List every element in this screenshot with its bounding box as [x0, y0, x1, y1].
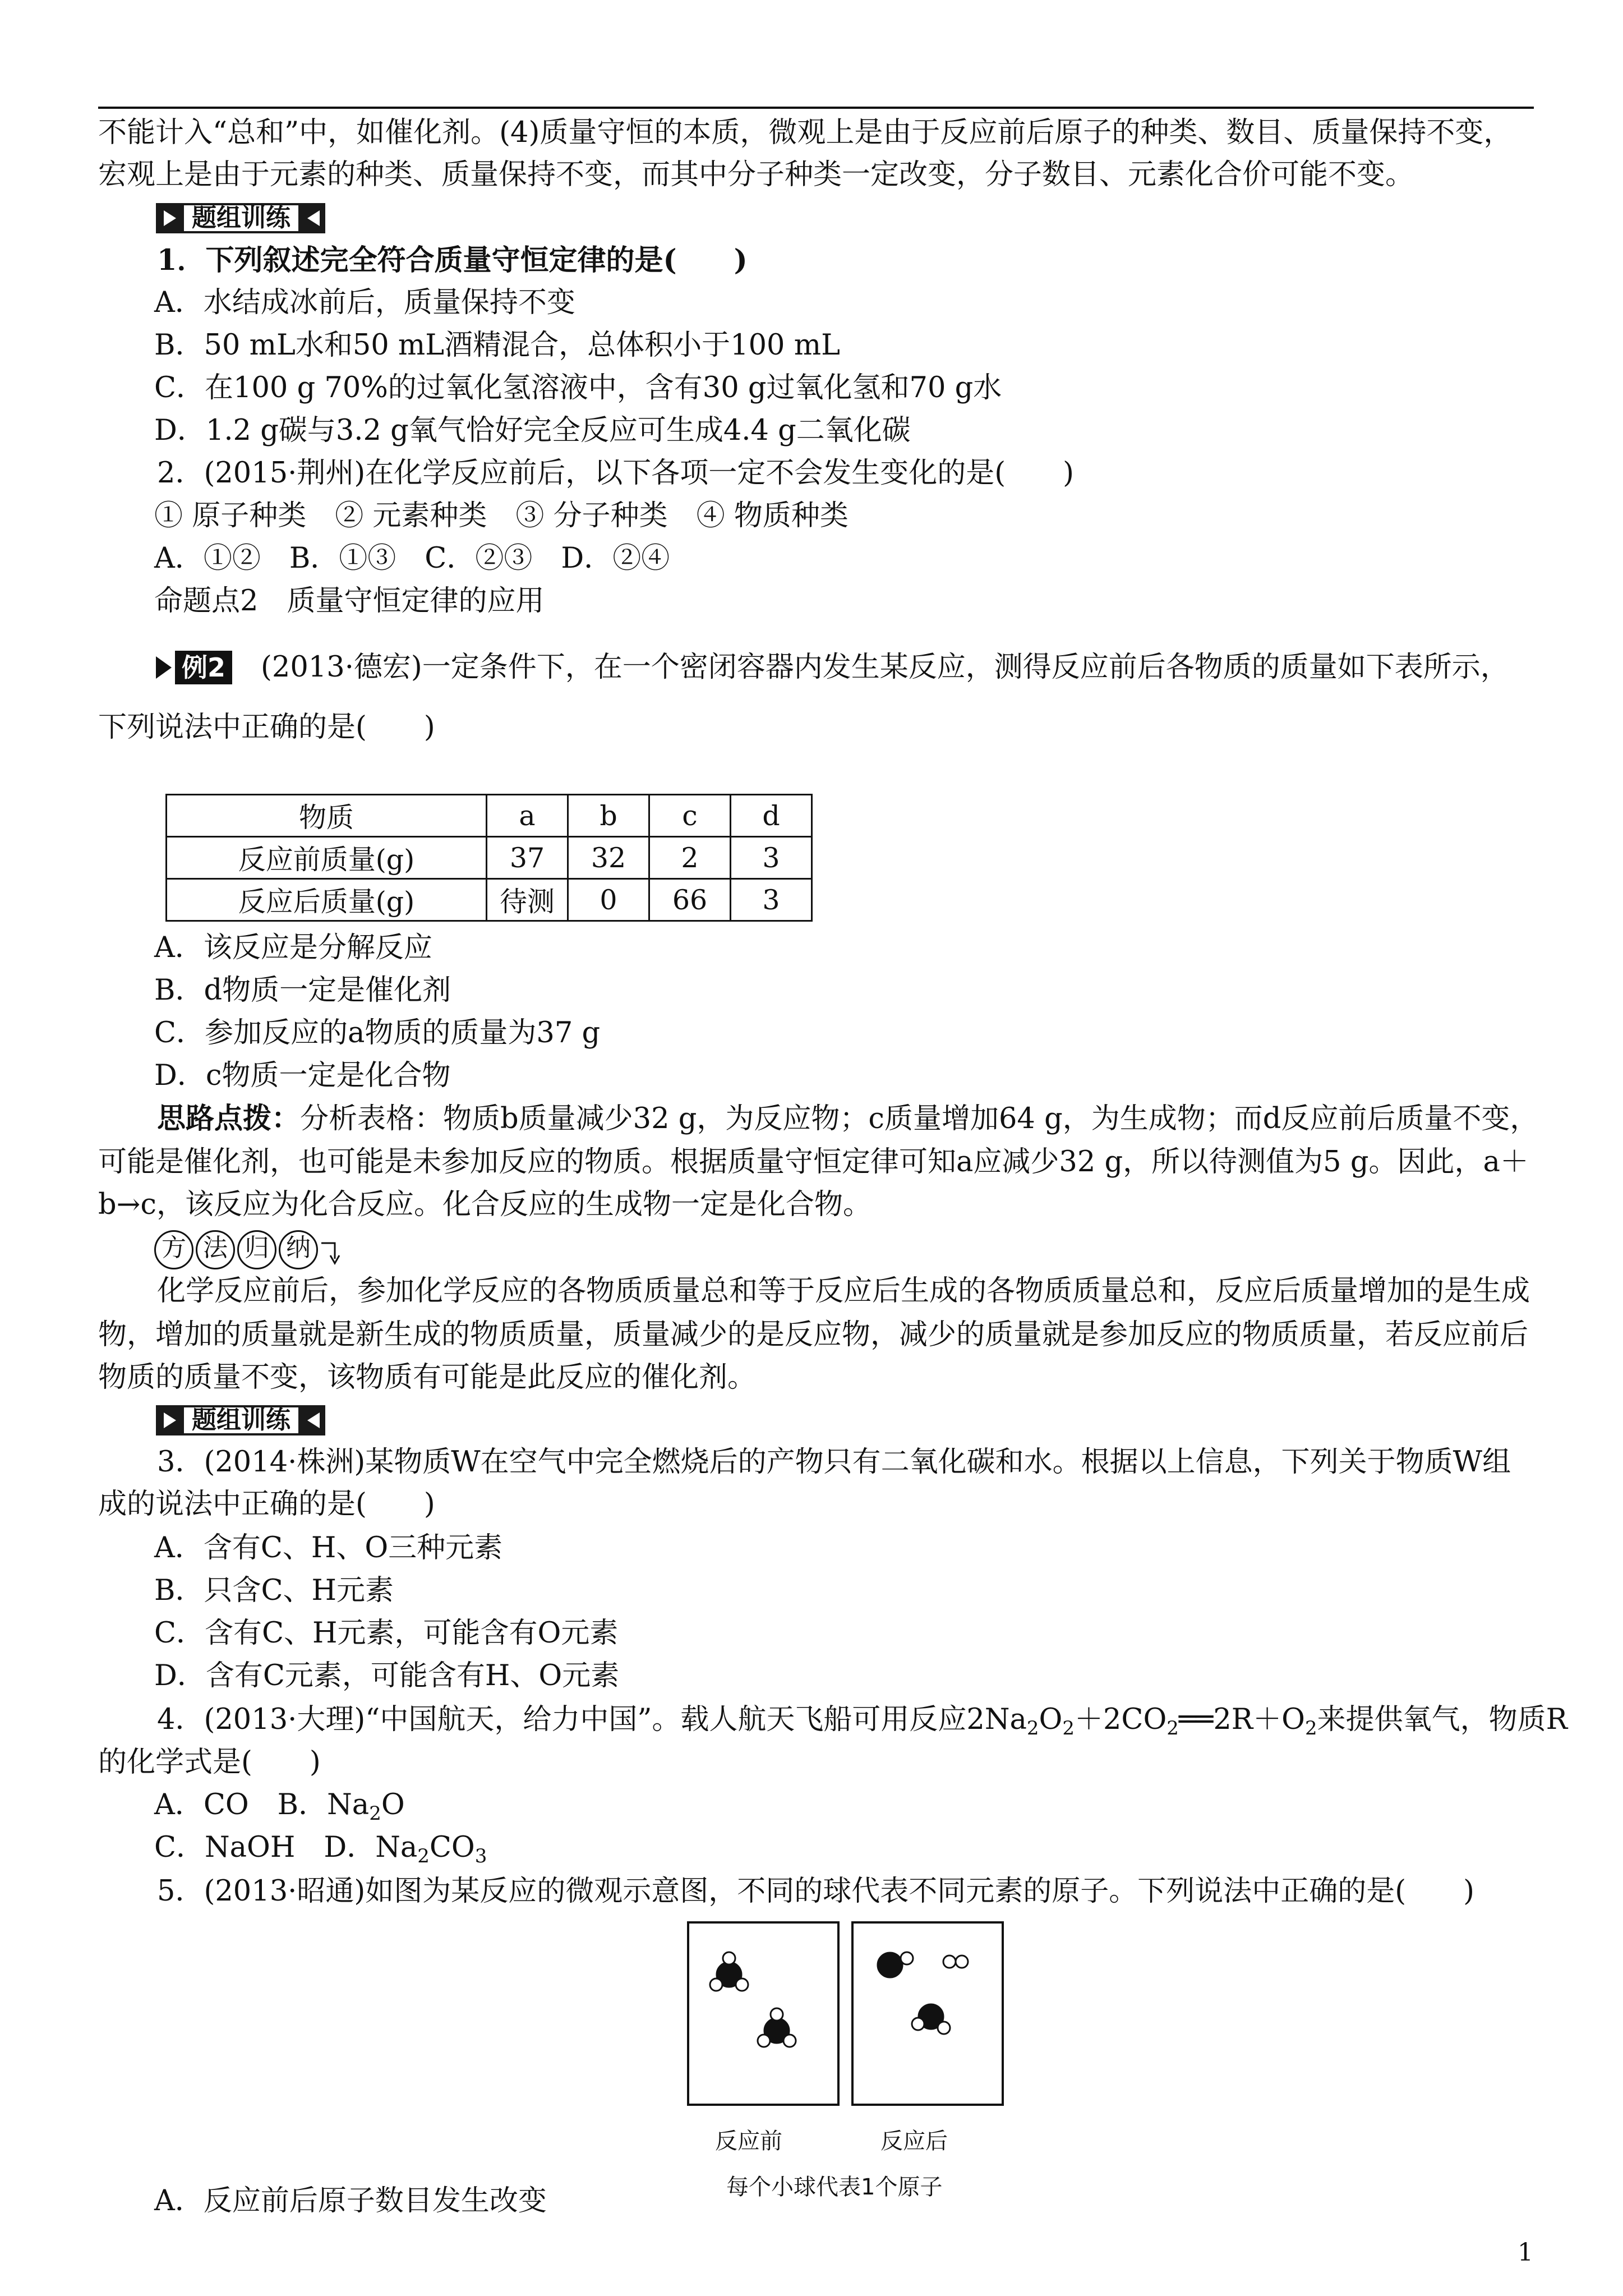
- method-char: 方: [154, 1230, 193, 1269]
- mass-table: [165, 794, 813, 922]
- molecule-diagram: [687, 1921, 1004, 2106]
- subscript: 2: [1026, 1717, 1039, 1740]
- example-badge: [156, 651, 232, 684]
- option: B．d物质一定是催化剂: [154, 974, 451, 1007]
- table-cell: 待测: [487, 879, 568, 921]
- triangle-left-icon: [307, 210, 320, 226]
- option: C．参加反应的a物质的质量为37 g: [154, 1016, 601, 1050]
- triangle-left-icon: [307, 1412, 320, 1428]
- group-training-banner: [156, 203, 325, 233]
- table-cell: 66: [649, 879, 731, 921]
- tip-line: 可能是催化剂，也可能是未参加反应的物质。根据质量守恒定律可知a应减少32 g，所以待测值为5 g。因此，a＋: [98, 1145, 1529, 1179]
- option: A．该反应是分解反应: [154, 931, 432, 964]
- question-4-text: 来提供氧气，物质R: [1317, 1703, 1568, 1736]
- group-training-banner: [156, 1405, 325, 1435]
- option-text: A．CO B．Na: [154, 1788, 370, 1821]
- option: A．反应前后原子数目发生改变: [154, 2184, 547, 2217]
- table-cell: c: [649, 795, 731, 837]
- equation-part: ══2R＋O: [1178, 1703, 1305, 1736]
- table-cell: 3: [731, 837, 812, 879]
- subscript: 2: [1166, 1717, 1179, 1740]
- banner-label: 题组训练: [184, 205, 298, 231]
- reaction-diagram: [687, 1921, 1004, 2213]
- subscript: 2: [417, 1845, 430, 1867]
- text-line: 宏观上是由于元素的种类、质量保持不变，而其中分子种类一定改变，分子数目、元素化合价可能不变。: [98, 158, 1414, 191]
- subscript: 2: [369, 1802, 381, 1825]
- tip-text: 分析表格：物质b质量减少32 g，为反应物；c质量增加64 g，为生成物；而d反应前后质量不变，: [300, 1102, 1539, 1135]
- diagram-caption: 每个小球代表1个原子: [726, 2174, 943, 2200]
- option-text: O: [381, 1788, 405, 1821]
- table-cell: 反应后质量(g): [167, 879, 487, 921]
- question-4-options: [154, 1830, 487, 1866]
- arrow-down-icon: [320, 1233, 343, 1267]
- table-row: [167, 879, 812, 921]
- option-text: CO: [429, 1831, 475, 1864]
- section-heading: 命题点2 质量守恒定律的应用: [154, 585, 545, 618]
- option: D．含有C元素，可能含有H、O元素: [154, 1659, 620, 1692]
- question-4-options: [154, 1787, 405, 1823]
- question-3: 3．(2014·株洲)某物质W在空气中完全燃烧后的产物只有二氧化碳和水。根据以上信息，下列关于物质W组: [157, 1446, 1511, 1479]
- table-cell: 3: [731, 879, 812, 921]
- triangle-right-icon: [164, 210, 176, 226]
- table-cell: 物质: [167, 795, 487, 837]
- question-3: 成的说法中正确的是( ): [98, 1488, 435, 1521]
- text-line: 不能计入“总和”中，如催化剂。(4)质量守恒的本质，微观上是由于反应前后原子的种类、数目、质量保持不变，: [98, 116, 1513, 149]
- tip-label: 思路点拨：: [157, 1102, 301, 1135]
- table-cell: b: [568, 795, 649, 837]
- method-char: 纳: [279, 1230, 318, 1269]
- method-text: 物，增加的质量就是新生成的物质质量，质量减少的是反应物，减少的质量就是参加反应的物质质量，若反应前后: [98, 1318, 1529, 1351]
- banner-label: 题组训练: [184, 1407, 298, 1433]
- option: B．50 mL水和50 mL酒精混合，总体积小于100 mL: [154, 329, 840, 362]
- question-4-text: 4．(2013·大理)“中国航天，给力中国”。载人航天飞船可用反应: [157, 1703, 967, 1736]
- table-cell: 0: [568, 879, 649, 921]
- page-number: 1: [1518, 2238, 1533, 2267]
- method-text: 化学反应前后，参加化学反应的各物质质量总和等于反应后生成的各物质质量总和，反应后质量增加的是生成: [157, 1274, 1530, 1308]
- example-label: 例2: [175, 651, 232, 684]
- top-rule: [98, 107, 1534, 109]
- tip-line: [157, 1101, 1538, 1137]
- question-2: 2．(2015·荆州)在化学反应前后，以下各项一定不会发生变化的是( ): [157, 457, 1075, 490]
- table-cell: 37: [487, 837, 568, 879]
- after-label: 反应后: [880, 2128, 948, 2154]
- option: C．在100 g 70%的过氧化氢溶液中，含有30 g过氧化氢和70 g水: [154, 371, 1002, 404]
- question-1: [157, 242, 748, 279]
- method-text: 物质的质量不变，该物质有可能是此反应的催化剂。: [98, 1361, 757, 1394]
- table-cell: 2: [649, 837, 731, 879]
- triangle-right-icon: [164, 1412, 176, 1428]
- question-1-text: 1．下列叙述完全符合质量守恒定律的是( ): [157, 243, 748, 277]
- option-text: C．NaOH D．Na: [154, 1831, 418, 1864]
- equation-part: ＋2CO: [1074, 1703, 1167, 1736]
- equation: [966, 1703, 1317, 1740]
- subscript: 2: [1304, 1717, 1317, 1740]
- option: B．只含C、H元素: [154, 1574, 394, 1607]
- table-cell: a: [487, 795, 568, 837]
- option: D．c物质一定是化合物: [154, 1059, 451, 1092]
- equation-part: 2Na: [966, 1703, 1027, 1736]
- table-cell: 反应前质量(g): [167, 837, 487, 879]
- option: A．含有C、H、O三种元素: [154, 1531, 503, 1565]
- table-cell: 32: [568, 837, 649, 879]
- option: C．含有C、H元素，可能含有O元素: [154, 1617, 619, 1650]
- option: A．水结成冰前后，质量保持不变: [154, 286, 575, 319]
- method-char: 归: [237, 1230, 276, 1269]
- subscript: 3: [474, 1845, 487, 1867]
- question-2-options: A．①② B．①③ C．②③ D．②④: [154, 542, 670, 575]
- question-4: 的化学式是( ): [98, 1746, 321, 1779]
- triangle-right-icon: [156, 656, 172, 679]
- table-row: [167, 837, 812, 879]
- question-5: 5．(2013·昭通)如图为某反应的微观示意图，不同的球代表不同元素的原子。下列说法中正确的是( ): [157, 1875, 1475, 1908]
- subscript: 2: [1062, 1717, 1075, 1740]
- table-header-row: [167, 795, 812, 837]
- tip-line: b→c，该反应为化合反应。化合反应的生成物一定是化合物。: [98, 1188, 872, 1221]
- example-text: 下列说法中正确的是( ): [98, 711, 435, 744]
- before-label: 反应前: [715, 2128, 782, 2154]
- option: D．1.2 g碳与3.2 g氧气恰好完全反应可生成4.4 g二氧化碳: [154, 414, 911, 447]
- table-cell: d: [731, 795, 812, 837]
- question-2-items: ① 原子种类 ② 元素种类 ③ 分子种类 ④ 物质种类: [154, 499, 849, 532]
- example-text: (2013·德宏)一定条件下，在一个密闭容器内发生某反应，测得反应前后各物质的质量如下表所示，: [261, 651, 1509, 684]
- equation-part: O: [1039, 1703, 1063, 1736]
- method-summary-badge: [154, 1231, 343, 1268]
- method-char: 法: [196, 1230, 235, 1269]
- question-4: [157, 1702, 1567, 1738]
